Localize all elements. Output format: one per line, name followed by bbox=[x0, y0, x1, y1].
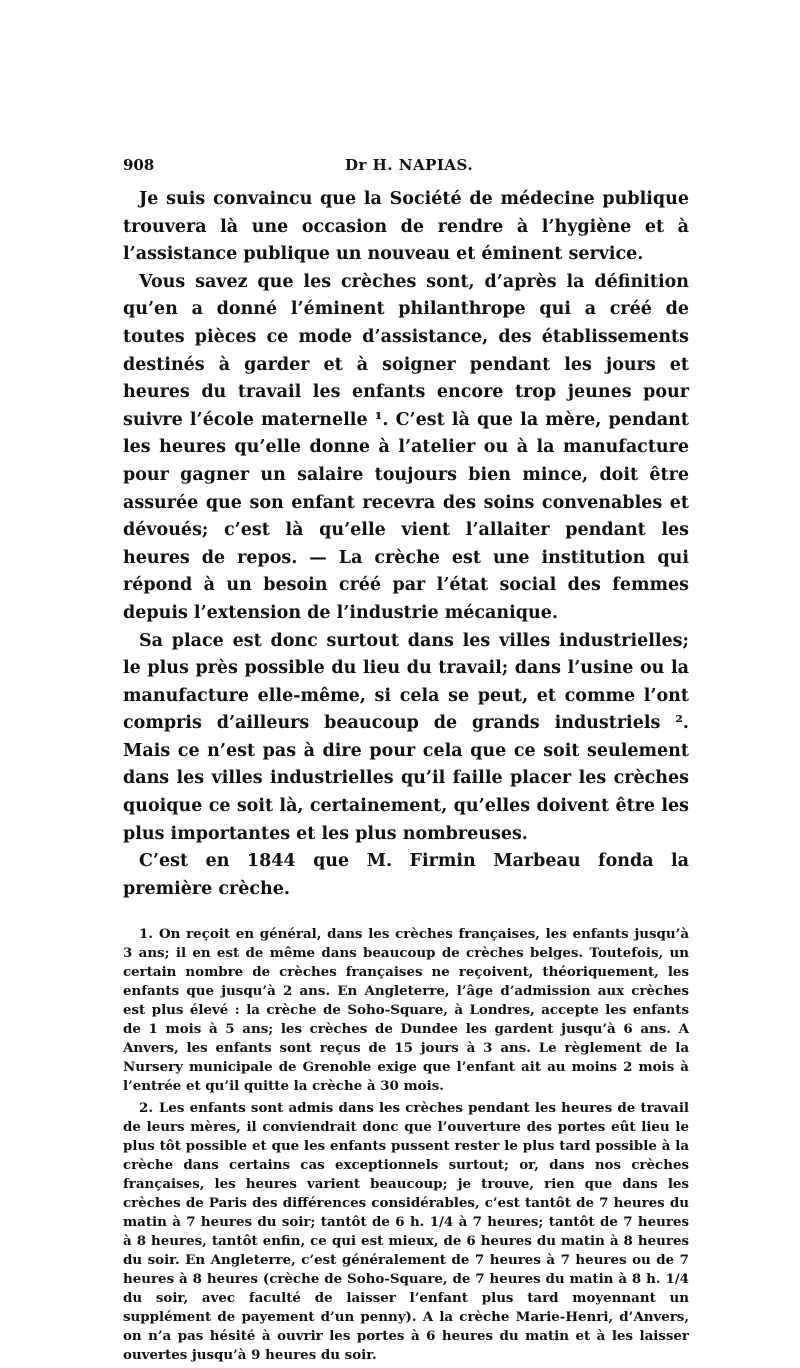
document-page bbox=[123, 156, 689, 1368]
paragraph: C’est en 1844 que M. Firmin Marbeau fonda la première crèche. bbox=[123, 851, 689, 899]
footnote-text: On reçoit en général, dans les crèches françaises, les enfants jusqu’à 3 ans; il en est de même dans beaucoup de crèches belges. Toutefois, un certain nombre de crèches françaises ne reçoivent, théoriquement, les enfants que jusqu’à 2 ans. En Angleterre, l’âge d’admission aux crèches est plus élevé : la crèche de Soho-Square, à Londres, accepte les enfants de 1 mois à 5 ans; les crèches de Dundee les gardent jusqu’à 6 ans. A Anvers, les enfants sont reçus de 15 jours à 3 ans. Le règlement de la Nursery municipale de Grenoble exige que l’enfant ait au moins 2 mois à l’entrée et qu’il quitte la crèche à 30 mois. bbox=[123, 926, 689, 1095]
page-number: 908 bbox=[123, 156, 155, 174]
footnote-text: Les enfants sont admis dans les crèches pendant les heures de travail de leurs mères, il conviendrait donc que l’ouverture des portes eût lieu le plus tôt possible et que les enfants pussent rester le plus tard possible à la crèche dans certains cas exceptionnels surtout; or, dans nos crèches françaises, les heures varient beaucoup; je trouve, rien que dans les crèches de Paris des différences considérables, c’est tantôt de 7 heures du matin à 7 heures du soir; tantôt de 6 h. 1/4 à 7 heures; tantôt de 7 heures à 8 heures, tantôt enfin, ce qui est mieux, de 6 heures du matin à 8 heures du soir. En Angleterre, c’est généralement de 7 heures à 7 heures ou de 7 heures à 8 heures (crèche de Soho-Square, de 7 heures du matin à 8 h. 1/4 du soir, avec faculté de laisser l’enfant plus tard moyennant un supplément de payement d’un penny). A la crèche Marie-Henri, d’Anvers, on n’a pas hésité à ouvrir les portes à 6 heures du matin et à les laisser ouvertes jusqu’à 9 heures du soir. bbox=[123, 1100, 689, 1364]
paragraph: Vous savez que les crèches sont, d’après la définition qu’en a donné l’éminent philanthrope qui a créé de toutes pièces ce mode d’assistance, des établissements destinés à garder et à soigner pendant les jours et heures du travail les enfants encore trop jeunes pour suivre l’école maternelle ¹. C’est là que la mère, pendant les heures qu’elle donne à l’atelier ou à la manufacture pour gagner un salaire toujours bien mince, doit être assurée que son enfant recevra des soins convenables et dévoués; c’est là qu’elle vient l’allaiter pendant les heures de repos. — La crèche est une institution qui répond à un besoin créé par l’état social des femmes depuis l’extension de l’industrie mécanique. bbox=[123, 271, 689, 623]
running-title: Dr H. NAPIAS. bbox=[345, 156, 474, 174]
footnotes bbox=[123, 925, 689, 1365]
paragraph: Je suis convaincu que la Société de médecine publique trouvera là une occasion de rendre à l’hygiène et à l’assistance publique un nouveau et éminent service. bbox=[123, 189, 689, 265]
running-head bbox=[123, 156, 689, 182]
paragraph: Sa place est donc surtout dans les villes industrielles; le plus près possible du lieu du travail; dans l’usine ou la manufacture elle-même, si cela se peut, et comme l’ont compris d’ailleurs beaucoup de grands industriels ². Mais ce n’est pas à dire pour cela que ce soit seulement dans les villes industrielles qu’il faille placer les crèches quoique ce soit là, certainement, qu’elles doivent être les plus importantes et les plus nombreuses. bbox=[123, 630, 689, 844]
footnote-number: 1. bbox=[139, 926, 153, 943]
body-text bbox=[123, 186, 689, 903]
footnote bbox=[123, 1099, 689, 1365]
footnote bbox=[123, 925, 689, 1096]
footnote-number: 2. bbox=[139, 1100, 153, 1117]
